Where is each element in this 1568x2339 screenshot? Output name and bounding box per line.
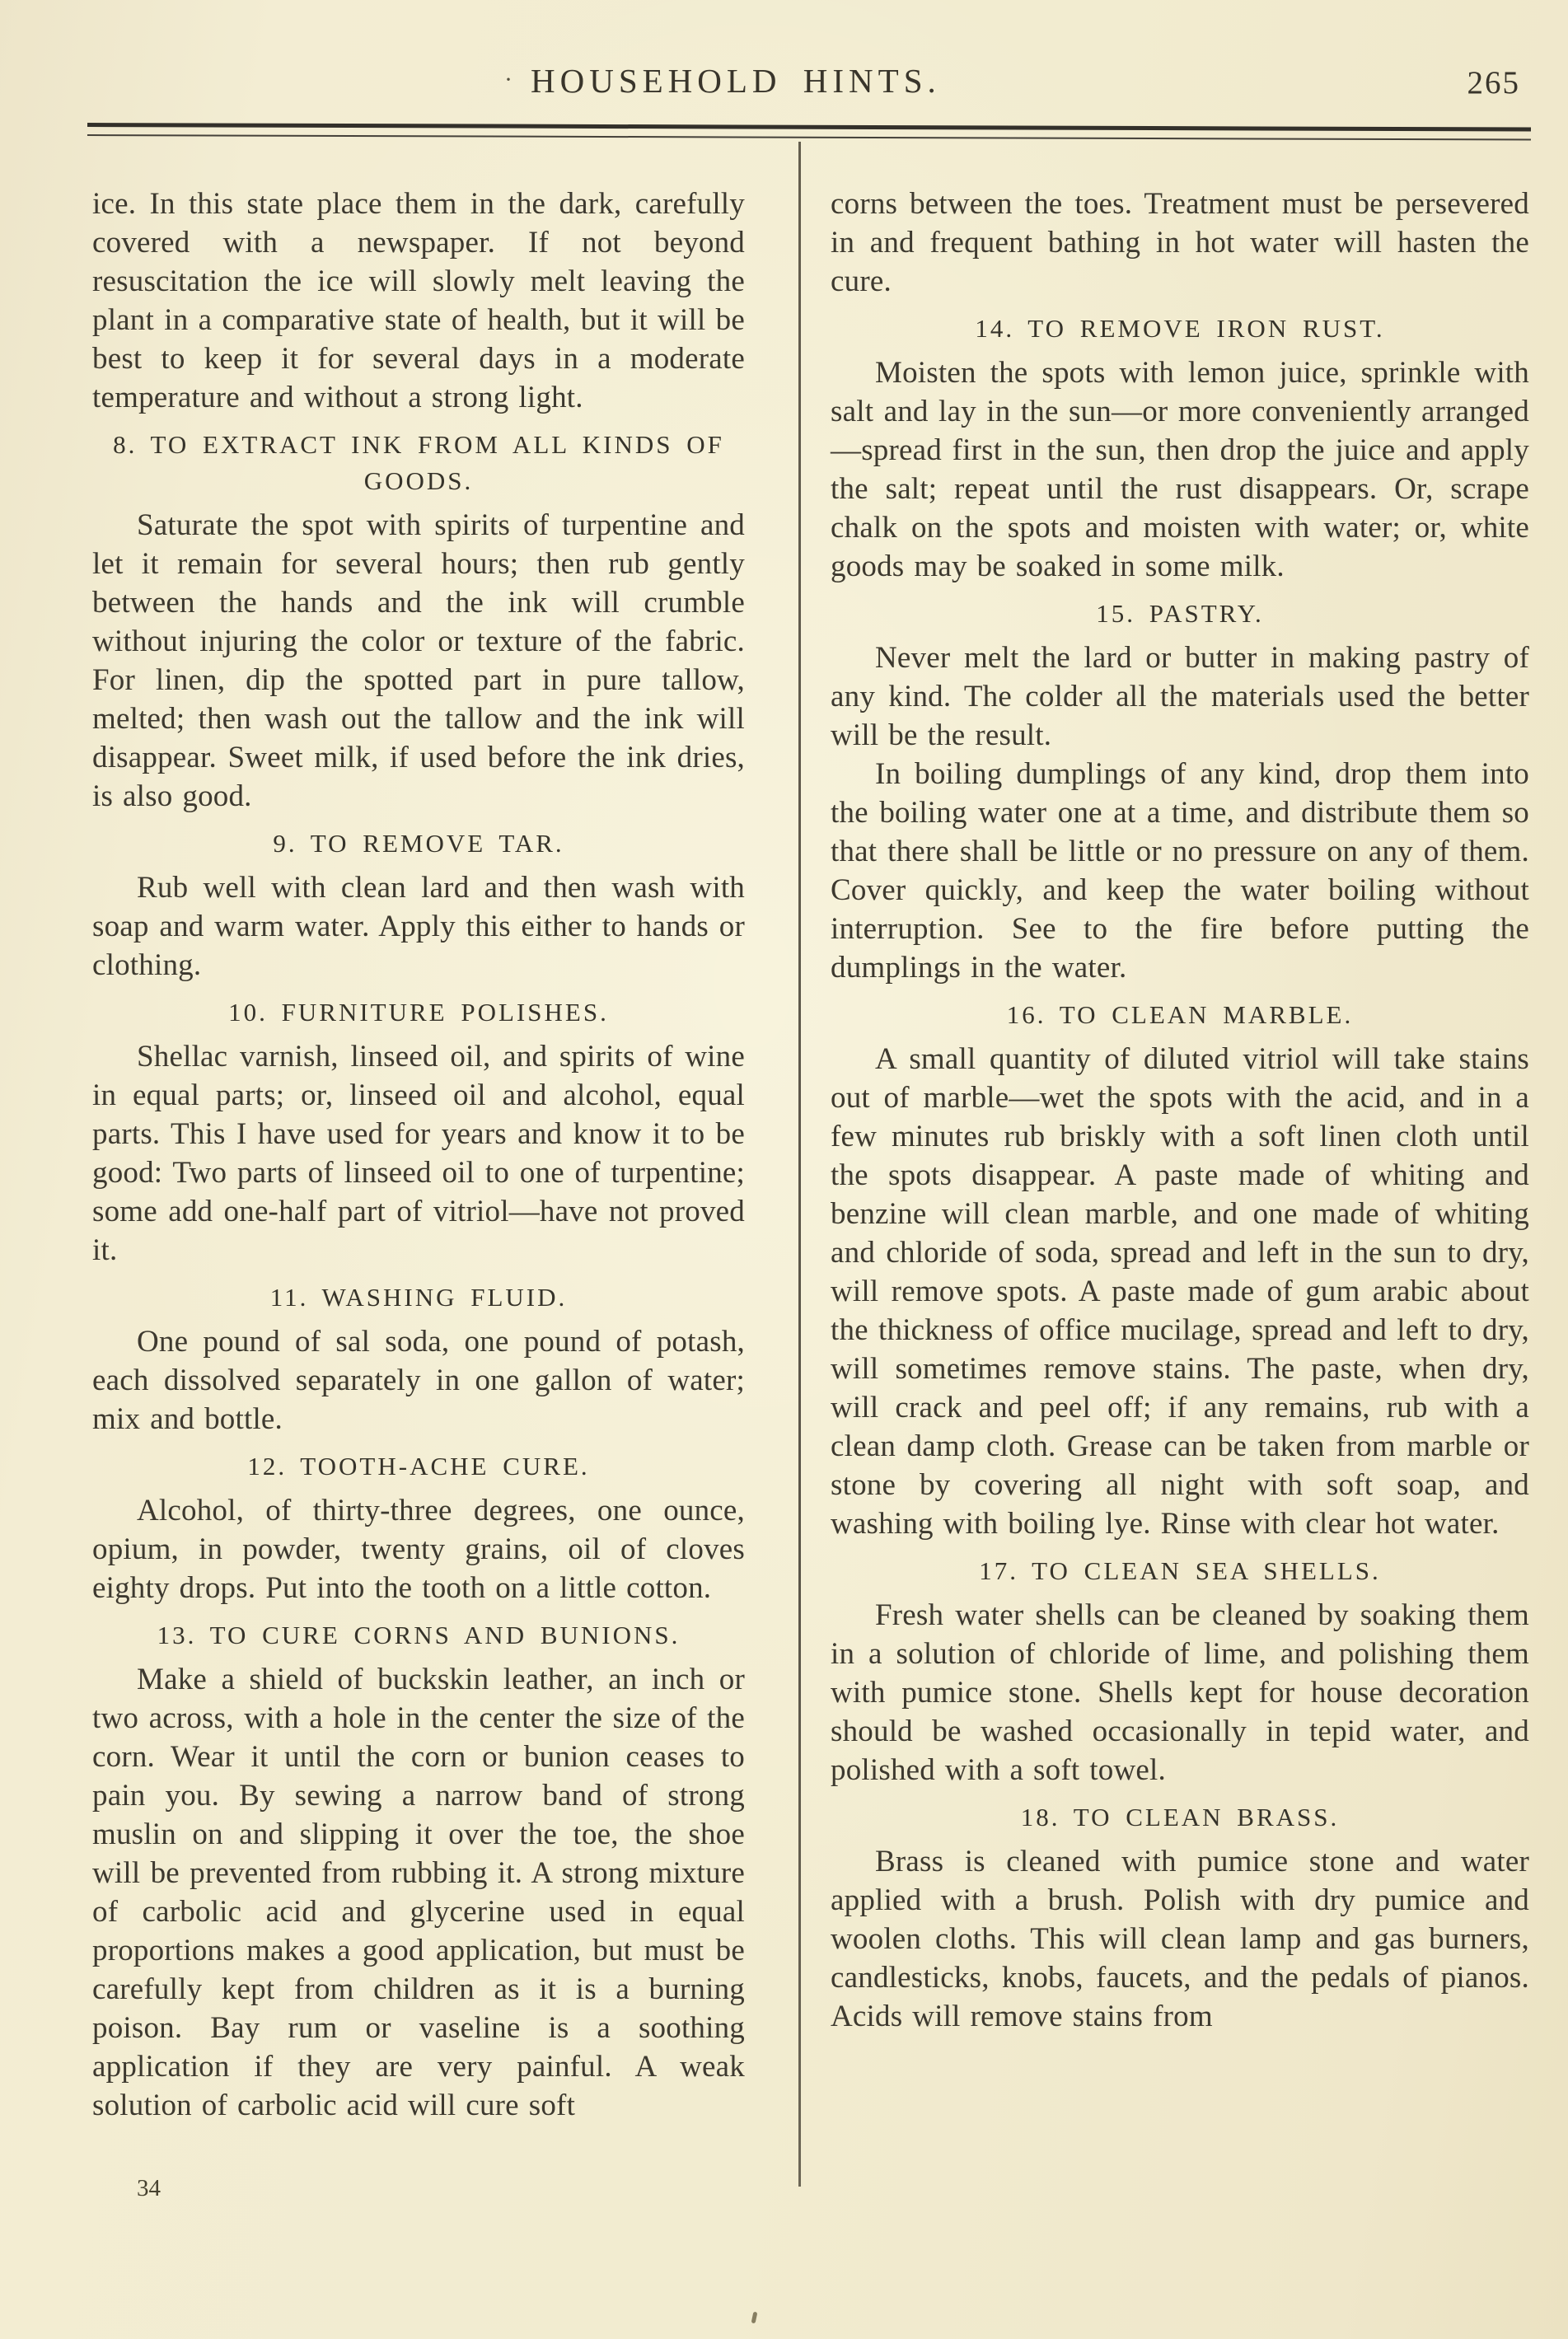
paragraph-pastry-lard: Never melt the lard or butter in making pastry of any kind. The colder all the materials used the better will be the result. [831, 641, 1529, 752]
right-column [831, 185, 1529, 2036]
section-heading-8-extract-ink: 8. TO EXTRACT INK FROM ALL KINDS OF GOODS. [113, 430, 724, 495]
paragraph-extract-ink: Saturate the spot with spirits of turpentine and let it remain for several hours; then rub gently between the hands and the ink will crumble without injuring the color or texture of the fabric. For linen, dip the spotted part in pure tallow, melted; then wash out the tallow and the ink will disappear. Sweet milk, if used before the ink dries, is also good. [92, 508, 745, 813]
left-column [92, 185, 745, 2125]
paragraph-clean-sea-shells: Fresh water shells can be cleaned by soaking them in a solution of chloride of lime, and polishing them with pumice stone. Shells kept for house decoration should be washed occasionally in tepid water, and polished with a soft towel. [831, 1598, 1529, 1787]
paragraph-clean-marble: A small quantity of diluted vitriol will take stains out of marble—wet the spots with the acid, and in a few minutes rub briskly with a soft linen cloth until the spots disappear. A paste made of whiting and benzine will clean marble, and one made of whiting and chloride of soda, spread and left in the sun to dry, will remove spots. A paste made of gum arabic about the thickness of office mucilage, spread and left to dry, will sometimes remove stains. The paste, when dry, will crack and peel off; if any remains, rub with a clean damp cloth. Grease can be taken from marble or stone by covering all night with soft soap, and washing with boiling lye. Rinse with clear hot water. [831, 1042, 1529, 1541]
page-number: 265 [1467, 65, 1520, 101]
section-heading-15-pastry: 15. PASTRY. [1096, 599, 1264, 628]
paragraph-tooth-ache-cure: Alcohol, of thirty-three degrees, one ounce, opium, in powder, twenty grains, oil of cloves eighty drops. Put into the tooth on a little cotton. [92, 1494, 745, 1605]
section-heading-17-clean-sea-shells: 17. TO CLEAN SEA SHELLS. [979, 1556, 1381, 1585]
ink-speck [751, 2312, 758, 2324]
paragraph-furniture-polishes: Shellac varnish, linseed oil, and spirits of wine in equal parts; or, linseed oil and alcohol, equal parts. This I have used for years and know it to be good: Two parts of linseed oil to one of turpentine; some add one-half part of vitriol—have not proved it. [92, 1040, 745, 1267]
section-heading-14-remove-iron-rust: 14. TO REMOVE IRON RUST. [975, 314, 1385, 343]
paragraph-cure-corns-bunions: Make a shield of buckskin leather, an inch or two across, with a hole in the center the size of the corn. Wear it until the corn or bunion ceases to pain you. By sewing a narrow band of strong muslin on and slipping it over the toe, the shoe will be prevented from rubbing it. A strong mixture of carbolic acid and glycerine used in equal proportions makes a good application, but must be carefully kept from children as it is a burning poison. Bay rum or vaseline is a soothing application if they are very painful. A weak solution of carbolic acid will cure soft [92, 1663, 745, 2122]
section-heading-18-clean-brass: 18. TO CLEAN BRASS. [1020, 1803, 1340, 1831]
section-heading-9-remove-tar: 9. TO REMOVE TAR. [273, 829, 564, 858]
paragraph-remove-tar: Rub well with clean lard and then wash with soap and warm water. Apply this either to hands or clothing. [92, 871, 745, 982]
page-title: HOUSEHOLD HINTS. [531, 62, 941, 100]
signature-mark: 34 [137, 2175, 161, 2201]
section-heading-16-clean-marble: 16. TO CLEAN MARBLE. [1006, 1000, 1354, 1029]
section-heading-11-washing-fluid: 11. WASHING FLUID. [269, 1283, 568, 1312]
header-ornament-dot: · [504, 66, 517, 93]
paragraph-continuation-corns: corns between the toes. Treatment must be persevered in and frequent bathing in hot water will hasten the cure. [831, 187, 1529, 298]
running-header [504, 61, 941, 101]
section-heading-13-cure-corns-bunions: 13. TO CURE CORNS AND BUNIONS. [157, 1621, 681, 1649]
column-divider-rule [798, 142, 801, 2187]
section-heading-12-tooth-ache-cure: 12. TOOTH-ACHE CURE. [247, 1452, 590, 1481]
paragraph-clean-brass: Brass is cleaned with pumice stone and water applied with a brush. Polish with dry pumice and woolen cloths. This will clean lamp and gas burners, candlesticks, knobs, faucets, and the pedals of pianos. Acids will remove stains from [831, 1845, 1529, 2033]
paragraph-continuation-ice: ice. In this state place them in the dark, carefully covered with a newspaper. If not beyond resuscitation the ice will slowly melt leaving the plant in a comparative state of health, but it will be best to keep it for several days in a moderate temperature and without a strong light. [92, 187, 745, 414]
paragraph-washing-fluid: One pound of sal soda, one pound of potash, each dissolved separately in one gallon of water; mix and bottle. [92, 1325, 745, 1436]
paragraph-pastry-dumplings: In boiling dumplings of any kind, drop them into the boiling water one at a time, and distribute them so that there shall be little or no pressure on any of them. Cover quickly, and keep the water boiling without interruption. See to the fire before putting the dumplings in the water. [831, 757, 1529, 985]
paragraph-remove-iron-rust: Moisten the spots with lemon juice, sprinkle with salt and lay in the sun—or more conveniently arranged—spread first in the sun, then drop the juice and apply the salt; repeat until the rust disappears. Or, scrape chalk on the spots and moisten with water; or, white goods may be soaked in some milk. [831, 356, 1529, 583]
section-heading-10-furniture-polishes: 10. FURNITURE POLISHES. [228, 998, 609, 1027]
header-rule [87, 123, 1531, 141]
